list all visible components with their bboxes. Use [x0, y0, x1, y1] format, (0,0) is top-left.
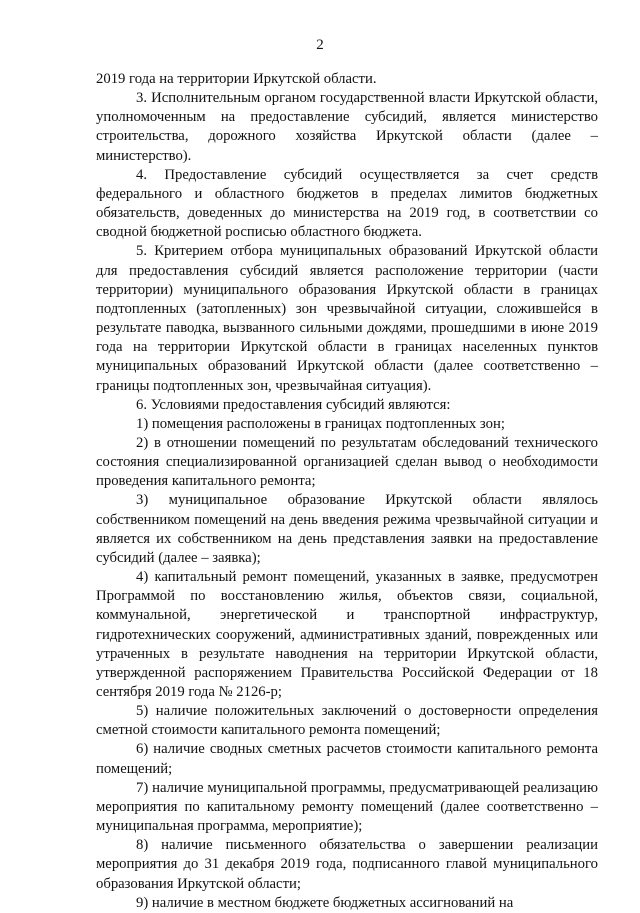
condition-6: 6) наличие сводных сметных расчетов стоимости капитального ремонта помещений; — [96, 741, 598, 777]
paragraph-5: 5. Критерием отбора муниципальных образований Иркутской области для предоставления субсидий является расположение территории (части территории) муниципального образования Иркутской области в границах подтопленных (затопленных) зон чрезвычайной ситуации, сложившейся в результате паводка, вызванного сильными дождями, прошедшими в июне 2019 года на территории Иркутской области в границах населенных пунктов муниципальных образований Иркутской области (далее соответственно – границы подтопленных зон, чрезвычайная ситуация). — [96, 243, 598, 394]
condition-2: 2) в отношении помещений по результатам обследований технического состояния специализированной организацией сделан вывод о необходимости проведения капитального ремонта; — [96, 434, 598, 490]
paragraph-3: 3. Исполнительным органом государственной власти Иркутской области, уполномоченным на предоставление субсидий, является министерство строительства, дорожного хозяйства Иркутской области (далее – министерство). — [96, 90, 598, 164]
condition-4: 4) капитальный ремонт помещений, указанных в заявке, предусмотрен Программой по восстановлению жилья, объектов связи, социальной, коммунальной, энергетической и транспортной инфраструктур, гидротехнических сооружений, административных зданий, поврежденных или утраченных в результате наводнения на территории Иркутской области, утвержденной распоряжением Правительства Российской Федерации от 18 сентября 2019 года № 2126-р; — [96, 569, 598, 700]
paragraph-4: 4. Предоставление субсидий осуществляется за счет средств федерального и областного бюджетов в пределах лимитов бюджетных обязательств, доведенных до министерства на 2019 год, в соответствии со сводной бюджетной росписью областного бюджета. — [96, 166, 598, 241]
document-body — [96, 70, 598, 913]
condition-8: 8) наличие письменного обязательства о завершении реализации мероприятия до 31 декабря 2019 года, подписанного главой муниципального образования Иркутской области; — [96, 837, 598, 892]
condition-5: 5) наличие положительных заключений о достоверности определения сметной стоимости капитального ремонта помещений; — [96, 703, 598, 739]
condition-7: 7) наличие муниципальной программы, предусматривающей реализацию мероприятия по капитальному ремонту помещений (далее соответственно – муниципальная программа, мероприятие); — [96, 779, 598, 835]
condition-1: 1) помещения расположены в границах подтопленных зон; — [136, 415, 505, 432]
condition-9: 9) наличие в местном бюджете бюджетных ассигнований на — [136, 894, 514, 911]
paragraph-6: 6. Условиями предоставления субсидий являются: — [136, 396, 451, 413]
condition-3: 3) муниципальное образование Иркутской области являлось собственником помещений на день введения режима чрезвычайной ситуации и является их собственником на день представления заявки на предоставление субсидий (далее – заявка); — [96, 492, 598, 566]
page-number: 2 — [316, 37, 324, 53]
paragraph-continuation: 2019 года на территории Иркутской области. — [96, 71, 377, 87]
